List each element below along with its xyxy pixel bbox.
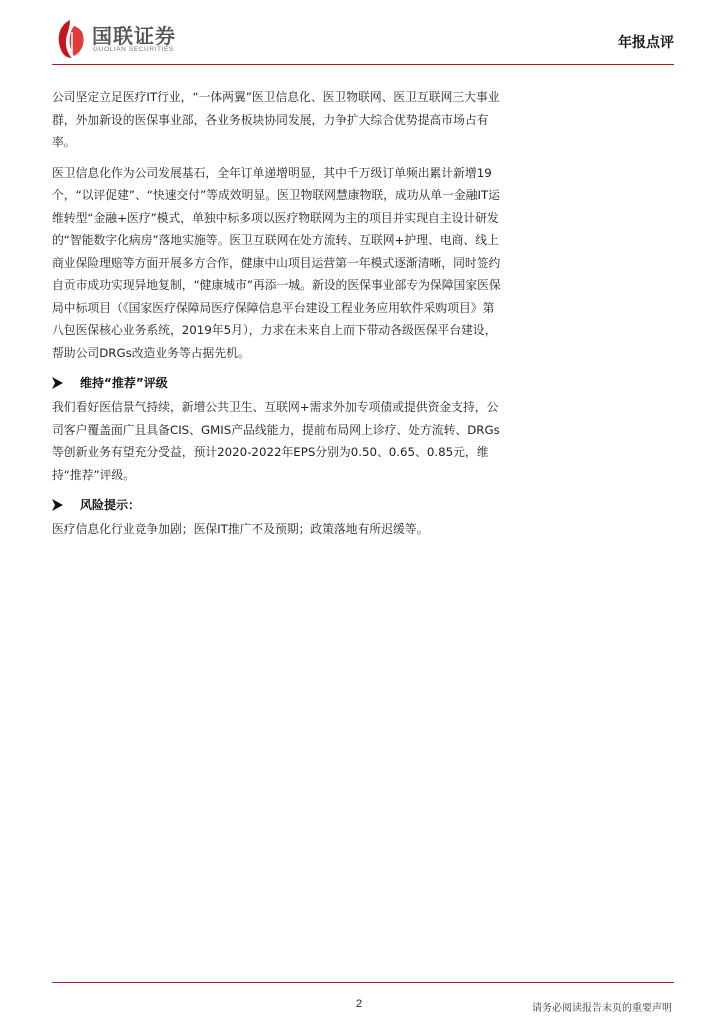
logo-chinese-name: 国联证券	[92, 24, 176, 48]
report-type-label: 年报点评	[618, 35, 674, 51]
paragraph-business-overview: 公司坚定立足医疗IT行业，“一体两翼”医卫信息化、医卫物联网、医卫互联网三大事业群，外加新设的医保事业部，各业务板块协同发展，力争扩大综合优势提高市场占有率。	[52, 90, 500, 149]
page-number: 2	[356, 998, 363, 1010]
section-heading-text: 风险提示：	[80, 498, 141, 512]
section-heading-risk	[52, 494, 674, 516]
logo-mark-icon	[52, 18, 88, 60]
section-heading-rating	[52, 372, 674, 394]
logo-english-name: GUOLIAN SECURITIES	[93, 46, 174, 53]
company-logo	[52, 18, 252, 60]
footer-divider	[52, 982, 674, 983]
paragraph-business-details: 医卫信息化作为公司发展基石，全年订单递增明显，其中千万级订单频出累计新增19个，“以评促建”、“快速交付”等成效明显。医卫物联网慧康物联，成功从单一金融IT运维转型“金融+医疗”模式，单独中标多项以医疗物联网为主的项目并实现自主设计研发的“智能数字化病房”落地实施等。医卫互联网在处方流转、互联网+护理、电商、线上商业保险理赔等方面开展多方合作，健康中山项目运营第一年模式逐渐清晰，同时签约自贡市成功实现异地复制，“健康城市”再添一城。新设的医保事业部专为保障国家医保局中标项目（《国家医疗保障局医疗保障信息平台建设工程业务应用软件采购项目》第八包医保核心业务系统，2019年5月），力求在未来自上而下带动各级医保平台建设，帮助公司DRGs改造业务等占据先机。	[52, 165, 501, 360]
footer-disclaimer: 请务必阅读报告末页的重要声明	[532, 1003, 672, 1014]
arrow-bullet-icon	[52, 494, 66, 516]
section-heading-text: 维持“推荐”评级	[80, 376, 168, 390]
report-body	[52, 86, 674, 549]
page-header	[52, 14, 674, 65]
paragraph-risk: 医疗信息化行业竞争加剧；医保IT推广不及预期；政策落地有所迟缓等。	[52, 522, 429, 536]
paragraph-rating: 我们看好医信景气持续，新增公共卫生、互联网+需求外加专项债或提供资金支持，公司客户覆盖面广且具备CIS、GMIS产品线能力，提前布局网上诊疗、处方流转、DRGs等创新业务有望充分受益，预计2020-2022年EPS分别为0.50、0.65、0.85元，维持“推荐”评级。	[52, 400, 500, 482]
arrow-bullet-icon	[52, 372, 66, 394]
